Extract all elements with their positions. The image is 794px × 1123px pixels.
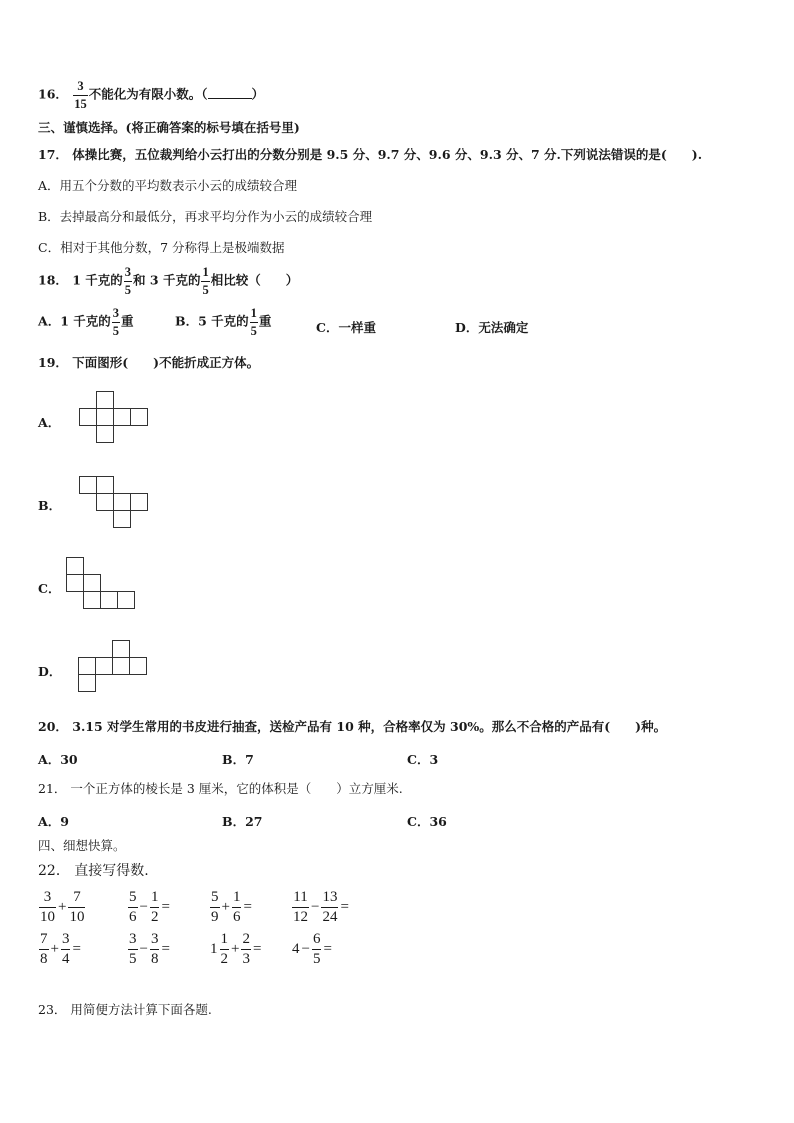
net-square (83, 574, 101, 592)
calc-2-1: $\frac{7}{8}$ + $\frac{3}{4}$ = (40, 931, 81, 967)
fraction: $\frac{3}{5}$ (124, 265, 132, 297)
fraction: $\frac{1}{5}$ (202, 265, 209, 297)
net-square (79, 408, 97, 426)
question-19-stem: 19． 下面图形( )不能折成正方体。 (38, 355, 260, 370)
question-18-option-b: B．5 千克的 $\frac{1}{5}$ 重 (175, 306, 272, 338)
net-square (113, 510, 131, 528)
question-text: 不能化为有限小数。（ (88, 86, 208, 102)
question-20-option-b: B．7 (222, 752, 254, 767)
net-square (96, 391, 114, 409)
calc-1-1: $\frac{3}{10}$ + $\frac{7}{10}$ (40, 889, 85, 925)
question-18-option-c: C．一样重 (316, 320, 376, 335)
fraction: $\frac{3}{15}$ (74, 79, 87, 111)
calc-1-3: $\frac{5}{9}$ + $\frac{1}{6}$ = (211, 889, 252, 925)
calc-2-3: 1 $\frac{1}{2}$ + $\frac{2}{3}$ = (210, 931, 262, 967)
question-18-option-d: D．无法确定 (455, 320, 529, 335)
net-square (78, 657, 96, 675)
net-square (96, 493, 114, 511)
question-17-option-b: B．去掉最高分和最低分，再求平均分作为小云的成绩较合理 (38, 209, 373, 224)
question-17-option-a: A．用五个分数的平均数表示小云的成绩较合理 (38, 178, 298, 193)
question-21-option-a: A．9 (38, 814, 69, 829)
net-square (96, 425, 114, 443)
net-label-d: D． (38, 664, 62, 679)
question-17-option-c: C．相对于其他分数，7 分称得上是极端数据 (38, 240, 285, 255)
question-18-option-a: A．1 千克的 $\frac{3}{5}$ 重 (38, 306, 134, 338)
net-square (117, 591, 135, 609)
net-square (113, 408, 131, 426)
net-square (129, 657, 147, 675)
section-4-heading: 四、细想快算。 (38, 838, 126, 853)
question-16: 16． $\frac{3}{15}$ 不能化为有限小数。（ ） (38, 79, 265, 111)
calc-2-2: $\frac{3}{5}$ − $\frac{3}{8}$ = (129, 931, 170, 967)
net-square (96, 476, 114, 494)
calc-1-4: $\frac{11}{12}$ − $\frac{13}{24}$ = (293, 889, 349, 925)
question-21-option-c: C．36 (407, 814, 447, 829)
net-square (96, 408, 114, 426)
question-22-stem: 22． 直接写得数. (38, 863, 149, 879)
fraction: $\frac{3}{5}$ (112, 306, 119, 338)
question-20-option-c: C．3 (407, 752, 439, 767)
section-3-heading: 三、谨慎选择。(将正确答案的标号填在括号里) (38, 120, 300, 135)
net-square (100, 591, 118, 609)
net-square (83, 591, 101, 609)
question-21-stem: 21． 一个正方体的棱长是 3 厘米，它的体积是（ ）立方厘米. (38, 781, 403, 796)
question-20-option-a: A．30 (38, 752, 78, 767)
net-square (112, 640, 130, 658)
fraction: $\frac{1}{5}$ (250, 306, 257, 338)
net-square (112, 657, 130, 675)
net-label-a: A． (38, 415, 61, 430)
question-21-option-b: B．27 (222, 814, 263, 829)
question-18-stem: 18． 1 千克的 $\frac{3}{5}$ 和 3 千克的 $\frac{1}{5}$ 相比较（ ） (38, 265, 299, 297)
question-number: 16． (38, 86, 68, 102)
net-square (130, 408, 148, 426)
net-square (95, 657, 113, 675)
calc-1-2: $\frac{5}{6}$ − $\frac{1}{2}$ = (129, 889, 170, 925)
calc-2-4: 4 − $\frac{6}{5}$ = (292, 931, 332, 967)
net-square (78, 674, 96, 692)
net-label-c: C． (38, 581, 61, 596)
question-17-stem: 17． 体操比赛，五位裁判给小云打出的分数分别是 9.5 分、9.7 分、9.6 分、9.3 分、7 分.下列说法错误的是( ). (38, 147, 703, 162)
net-square (79, 476, 97, 494)
net-square (66, 574, 84, 592)
net-square (113, 493, 131, 511)
question-23-stem: 23． 用简便方法计算下面各题. (38, 1002, 212, 1017)
question-20-stem: 20． 3.15 对学生常用的书皮进行抽查，送检产品有 10 种，合格率仅为 30%。那么不合格的产品有( )种。 (38, 719, 667, 734)
net-label-b: B． (38, 498, 62, 513)
net-square (66, 557, 84, 575)
answer-blank[interactable] (208, 88, 252, 99)
net-square (130, 493, 148, 511)
